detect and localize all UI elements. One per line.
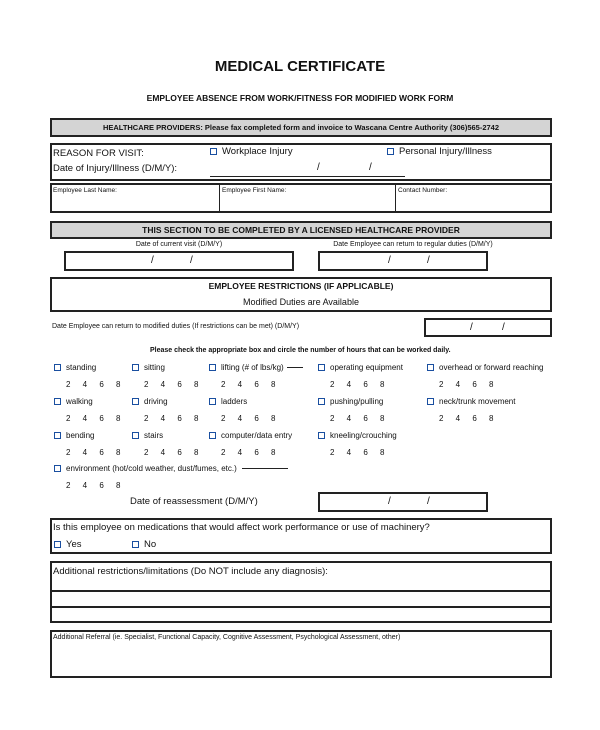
computer-checkbox[interactable] — [209, 432, 216, 439]
employee-first-name-label: Employee First Name: — [222, 187, 287, 194]
reassessment-slash-2: / — [427, 496, 430, 507]
medications-question: Is this employee on medications that would affect work performance or use of machinery? — [53, 522, 430, 533]
additional-restrictions-field-1[interactable] — [52, 591, 550, 605]
referral-field[interactable] — [53, 646, 549, 675]
injury-date-slash-2: / — [369, 162, 372, 173]
reassessment-slash-1: / — [388, 496, 391, 507]
current-visit-date-field[interactable] — [64, 251, 294, 271]
reason-label: REASON FOR VISIT: — [53, 148, 144, 159]
hours-operating-equipment[interactable]: 2 4 6 8 — [330, 380, 390, 389]
sitting-checkbox[interactable] — [132, 364, 139, 371]
hours-sitting[interactable]: 2 4 6 8 — [144, 380, 204, 389]
hours-kneeling[interactable]: 2 4 6 8 — [330, 448, 390, 457]
names-divider-1 — [219, 183, 220, 213]
hours-overhead-reaching[interactable]: 2 4 6 8 — [439, 380, 499, 389]
activity-driving[interactable]: driving — [132, 397, 168, 406]
hours-walking[interactable]: 2 4 6 8 — [66, 414, 126, 423]
employee-last-name-label: Employee Last Name: — [53, 187, 117, 194]
activity-stairs[interactable]: stairs — [132, 431, 163, 440]
activity-lifting[interactable]: lifting (# of lbs/kg) — [209, 363, 303, 372]
activity-computer[interactable]: computer/data entry — [209, 431, 292, 440]
regular-duties-date-label: Date Employee can return to regular duties (D/M/Y) — [333, 241, 493, 248]
injury-date-field[interactable] — [210, 164, 405, 177]
personal-injury-option[interactable]: Personal Injury/Illness — [387, 146, 492, 157]
hours-stairs[interactable]: 2 4 6 8 — [144, 448, 204, 457]
hours-standing[interactable]: 2 4 6 8 — [66, 380, 126, 389]
hours-computer[interactable]: 2 4 6 8 — [221, 448, 281, 457]
healthcare-providers-bar: HEALTHCARE PROVIDERS: Please fax completed form and invoice to Wascana Centre Authority (306)565-2742 — [50, 118, 552, 137]
activity-operating-equipment[interactable]: operating equipment — [318, 363, 403, 372]
activity-neck-trunk[interactable]: neck/trunk movement — [427, 397, 515, 406]
workplace-injury-checkbox[interactable] — [210, 148, 217, 155]
employee-last-name-field[interactable] — [53, 197, 215, 210]
page-title: MEDICAL CERTIFICATE — [214, 58, 386, 75]
regular-date-slash-2: / — [427, 255, 430, 266]
reassessment-date-label: Date of reassessment (D/M/Y) — [130, 496, 258, 507]
activity-ladders[interactable]: ladders — [209, 397, 247, 406]
modified-date-slash-2: / — [502, 322, 505, 333]
contact-number-label: Contact Number: — [398, 187, 448, 194]
employee-first-name-field[interactable] — [222, 197, 392, 210]
hours-environment[interactable]: 2 4 6 8 — [66, 481, 126, 490]
hours-lifting[interactable]: 2 4 6 8 — [221, 380, 281, 389]
activity-walking[interactable]: walking — [54, 397, 93, 406]
modified-date-slash-1: / — [470, 322, 473, 333]
restrictions-heading: EMPLOYEE RESTRICTIONS (IF APPLICABLE) — [208, 281, 394, 291]
provider-section-bar: THIS SECTION TO BE COMPLETED BY A LICENSED HEALTHCARE PROVIDER — [50, 221, 552, 239]
environment-field[interactable] — [242, 468, 288, 469]
workplace-injury-option[interactable]: Workplace Injury — [210, 146, 293, 157]
lifting-weight-field[interactable] — [287, 367, 303, 368]
bending-checkbox[interactable] — [54, 432, 61, 439]
activity-standing[interactable]: standing — [54, 363, 96, 372]
hours-pushing-pulling[interactable]: 2 4 6 8 — [330, 414, 390, 423]
stairs-checkbox[interactable] — [132, 432, 139, 439]
driving-checkbox[interactable] — [132, 398, 139, 405]
injury-date-slash-1: / — [317, 162, 320, 173]
activity-pushing-pulling[interactable]: pushing/pulling — [318, 397, 383, 406]
overhead-reaching-checkbox[interactable] — [427, 364, 434, 371]
standing-checkbox[interactable] — [54, 364, 61, 371]
injury-date-label: Date of Injury/Illness (D/M/Y): — [53, 163, 178, 174]
modified-duties-date-field[interactable] — [424, 318, 552, 337]
modified-duties-date-label: Date Employee can return to modified duties (If restrictions can be met) (D/M/Y) — [52, 323, 300, 330]
visit-date-slash-2: / — [190, 255, 193, 266]
reassessment-date-field[interactable] — [318, 492, 488, 512]
medications-yes-checkbox[interactable] — [54, 541, 61, 548]
contact-number-field[interactable] — [398, 197, 548, 210]
medications-no-checkbox[interactable] — [132, 541, 139, 548]
activity-environment[interactable]: environment (hot/cold weather, dust/fumes, etc.) — [54, 464, 288, 473]
personal-injury-checkbox[interactable] — [387, 148, 394, 155]
walking-checkbox[interactable] — [54, 398, 61, 405]
lifting-checkbox[interactable] — [209, 364, 216, 371]
additional-restrictions-label: Additional restrictions/limitations (Do NOT include any diagnosis): — [53, 566, 328, 577]
names-divider-2 — [395, 183, 396, 213]
modified-duties-available: Modified Duties are Available — [243, 297, 359, 307]
activity-bending[interactable]: bending — [54, 431, 94, 440]
hours-bending[interactable]: 2 4 6 8 — [66, 448, 126, 457]
environment-checkbox[interactable] — [54, 465, 61, 472]
regular-duties-date-field[interactable] — [318, 251, 488, 271]
check-instruction: Please check the appropriate box and circle the number of hours that can be worked daily. — [150, 347, 451, 354]
activity-kneeling[interactable]: kneeling/crouching — [318, 431, 397, 440]
hours-neck-trunk[interactable]: 2 4 6 8 — [439, 414, 499, 423]
activity-overhead-reaching[interactable]: overhead or forward reaching — [427, 363, 544, 372]
activity-sitting[interactable]: sitting — [132, 363, 165, 372]
medications-yes-option[interactable]: Yes — [54, 539, 82, 550]
current-visit-date-label: Date of current visit (D/M/Y) — [135, 241, 223, 248]
pushing-pulling-checkbox[interactable] — [318, 398, 325, 405]
medications-no-option[interactable]: No — [132, 539, 156, 550]
ladders-checkbox[interactable] — [209, 398, 216, 405]
additional-restrictions-field-2[interactable] — [52, 607, 550, 621]
hours-ladders[interactable]: 2 4 6 8 — [221, 414, 281, 423]
neck-trunk-checkbox[interactable] — [427, 398, 434, 405]
visit-date-slash-1: / — [151, 255, 154, 266]
regular-date-slash-1: / — [388, 255, 391, 266]
form-subtitle: EMPLOYEE ABSENCE FROM WORK/FITNESS FOR MODIFIED WORK FORM — [146, 93, 454, 103]
kneeling-checkbox[interactable] — [318, 432, 325, 439]
referral-label: Additional Referral (ie. Specialist, Functional Capacity, Cognitive Assessment, Psychological Assessment, other) — [53, 634, 401, 641]
hours-driving[interactable]: 2 4 6 8 — [144, 414, 204, 423]
operating-equipment-checkbox[interactable] — [318, 364, 325, 371]
